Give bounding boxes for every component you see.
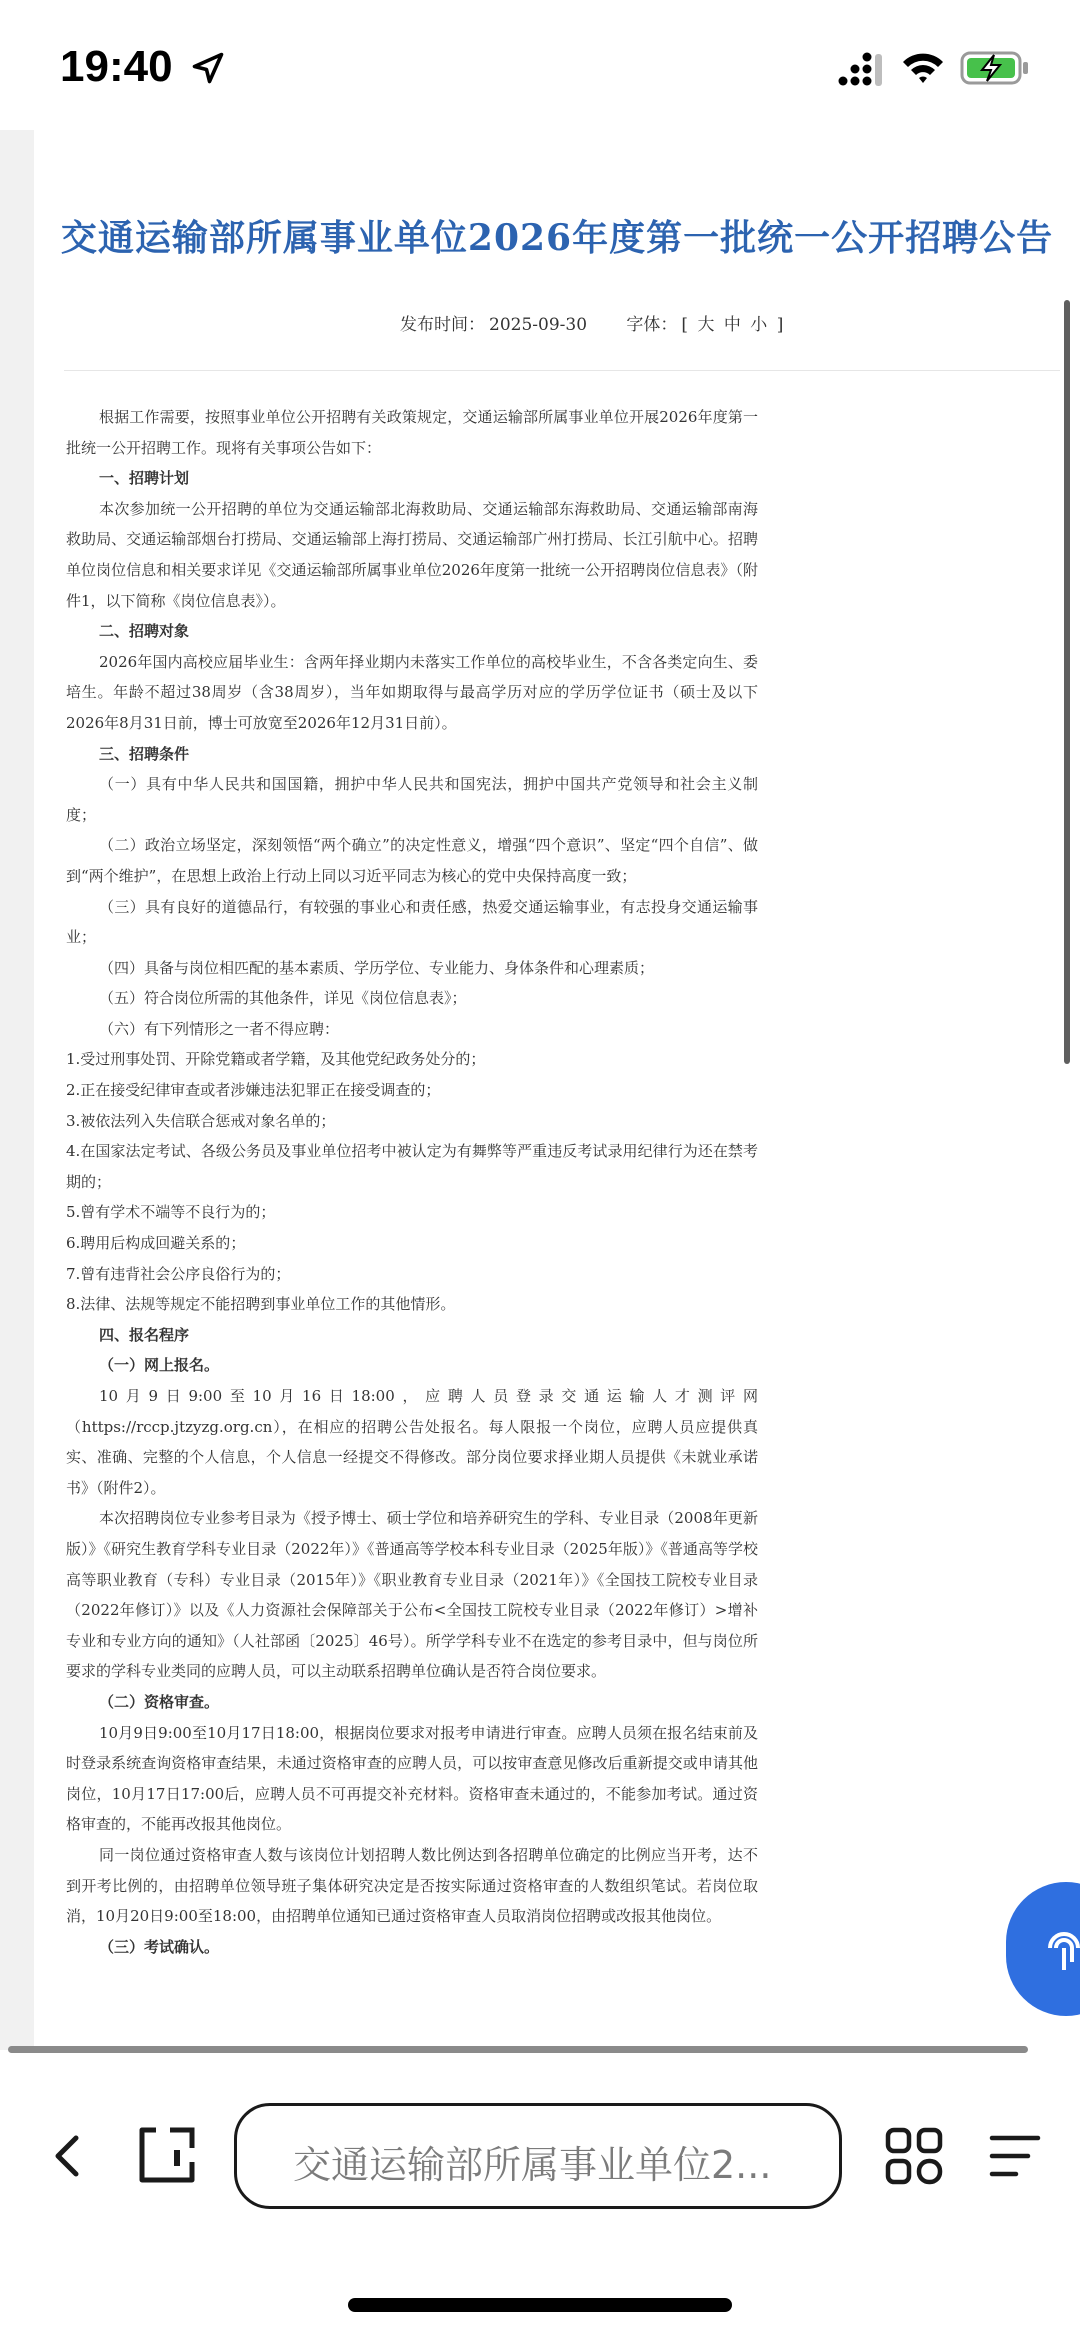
page-left-gutter [0,130,34,2050]
paragraph: （二）政治立场坚定，深刻领悟“两个确立”的决定性意义，增强“四个意识”、坚定“四个自信”、做到“两个维护”，在思想上政治上行动上同以习近平同志为核心的党中央保持高度一致； [66,836,758,885]
paragraph: 2026年国内高校应届毕业生：含两年择业期内未落实工作单位的高校毕业生，不含各类定向生、委培生。年龄不超过38周岁（含38周岁），当年如期取得与最高学历对应的学历学位证书（硕士及以下2026年8月31日前，博士可放宽至2026年12月31日前）。 [66,652,758,732]
subsection-heading: （三）考试确认。 [99,1937,220,1956]
paragraph: （六）有下列情形之一者不得应聘： [99,1019,340,1038]
paragraph: 同一岗位通过资格审查人数与该岗位计划招聘人数比例达到各招聘单位确定的比例应当开考，达不到开考比例的，由招聘单位领导班子集体研究决定是否按实际通过资格审查的人数组织笔试。若岗位取消，10月20日9:00至18:00，由招聘单位通知已通过资格审查人员取消岗位招聘或改报其他岗位。 [66,1845,758,1926]
list-item: 2.正在接受纪律审查或者涉嫌违法犯罪正在接受调查的； [66,1081,441,1100]
subsection-heading: （二）资格审查。 [99,1692,220,1711]
paragraph: （四）具备与岗位相匹配的基本素质、学历学位、专业能力、身体条件和心理素质； [99,958,655,977]
battery-charging-icon [960,50,1030,86]
cellular-signal-icon [838,52,884,88]
paragraph: （一）具有中华人民共和国国籍，拥护中华人民共和国宪法，拥护中国共产党领导和社会主义制度； [66,775,758,824]
section-heading: 三、招聘条件 [99,744,190,763]
title-divider [64,370,1060,371]
publish-date: 2025-09-30 [489,315,588,335]
list-item: 7.曾有违背社会公序良俗行为的； [66,1264,291,1283]
list-item: 5.曾有学术不端等不良行为的； [66,1203,276,1222]
font-bracket-open: [ [681,315,689,335]
font-small-link[interactable]: 小 [750,315,768,335]
paragraph: 10月9日9:00至10月17日18:00，根据岗位要求对报考申请进行审查。应聘人员须在报名结束前及时登录系统查询资格审查结果，未通过资格审查的应聘人员，可以按审查意见修改后重新提交或申请其他岗位，10月17日17:00后，应聘人员不可再提交补充材料。资格审查未通过的，不能参加考试。通过资格审查的，不能再改报其他岗位。 [66,1723,758,1834]
status-bar [0,0,1080,130]
font-medium-link[interactable]: 中 [723,315,741,335]
article-title: 交通运输部所属事业单位2026年度第一批统一公开招聘公告 [60,217,1054,259]
paragraph: （三）具有良好的道德品行，有较强的事业心和责任感，热爱交通运输事业，有志投身交通运输事业； [66,897,758,947]
paragraph: 本次招聘岗位专业参考目录为《授予博士、硕士学位和培养研究生的学科、专业目录（2008年更新版）》《研究生教育学科专业目录（2022年）》《普通高等学校本科专业目录（2025年版）》《普通高等学校高等职业教育（专科）专业目录（2015年）》《职业教育专业目录（2021年）》《全国技工院校专业目录（2022年修订）》以及《人力资源社会保障部关于公布<全国技工院校专业目录（2022年修订）>增补专业和专业方向的通知》（人社部函〔2025〕46号）。所学学科专业不在选定的参考目录中，但与岗位所要求的学科专业类同的应聘人员，可以主动联系招聘单位确认是否符合岗位要求。 [66,1509,758,1681]
article-meta [400,310,787,335]
font-size-label: 字体： [626,315,678,335]
list-item: 8.法律、法规等规定不能招聘到事业单位工作的其他情形。 [66,1295,456,1314]
publish-label: 发布时间： [400,315,485,335]
subsection-heading: （一）网上报名。 [99,1356,220,1375]
list-item: 6.聘用后构成回避关系的； [66,1234,246,1253]
web-page[interactable] [34,130,1080,2050]
paragraph: 10月9日9:00至10月16日18:00，应聘人员登录交通运输人才测评网（https://rccp.jtzyzg.org.cn），在相应的招聘公告处报名。每人限报一个岗位，应聘人员应提供真实、准确、完整的个人信息，个人信息一经提交不得修改。部分岗位要求择业期人员提供《未就业承诺书》（附件2）。 [66,1387,758,1497]
status-time: 19:40 [60,42,173,91]
list-item: 4.在国家法定考试、各级公务员及事业单位招考中被认定为有舞弊等严重违反考试录用纪律行为还在禁考期的； [66,1142,758,1191]
grid-apps-icon[interactable] [884,2126,944,2186]
list-item: 1.受过刑事处罚、开除党籍或者学籍，及其他党纪政务处分的； [66,1050,486,1069]
vertical-scrollbar[interactable] [1064,300,1070,1064]
menu-icon[interactable] [986,2128,1042,2184]
section-heading: 二、招聘对象 [99,622,190,641]
section-heading: 一、招聘计划 [99,469,190,488]
location-arrow-icon [190,50,226,86]
section-heading: 四、报名程序 [99,1325,190,1344]
list-item: 3.被依法列入失信联合惩戒对象名单的； [66,1111,336,1130]
article-body [66,402,758,1962]
font-large-link[interactable]: 大 [697,315,715,335]
wifi-icon [900,50,946,86]
address-bar[interactable] [234,2103,842,2209]
horizontal-scrollbar[interactable] [8,2046,1028,2053]
tabs-icon[interactable] [136,2124,198,2186]
back-icon[interactable] [46,2126,86,2186]
home-indicator[interactable] [348,2298,732,2312]
paragraph: 根据工作需要，按照事业单位公开招聘有关政策规定，交通运输部所属事业单位开展2026年度第一批统一公开招聘工作。现将有关事项公告如下： [66,408,758,457]
paragraph: 本次参加统一公开招聘的单位为交通运输部北海救助局、交通运输部东海救助局、交通运输部南海救助局、交通运输部烟台打捞局、交通运输部上海打捞局、交通运输部广州打捞局、长江引航中心。招聘单位岗位信息和相关要求详见《交通运输部所属事业单位2026年度第一批统一公开招聘岗位信息表》（附件1，以下简称《岗位信息表》）。 [66,499,758,610]
address-bar-text: 交通运输部所属事业单位2... [293,2143,772,2187]
paragraph: （五）符合岗位所需的其他条件，详见《岗位信息表》； [99,989,467,1008]
font-bracket-close: ] [776,315,784,335]
hearing-icon [1036,1922,1080,1978]
